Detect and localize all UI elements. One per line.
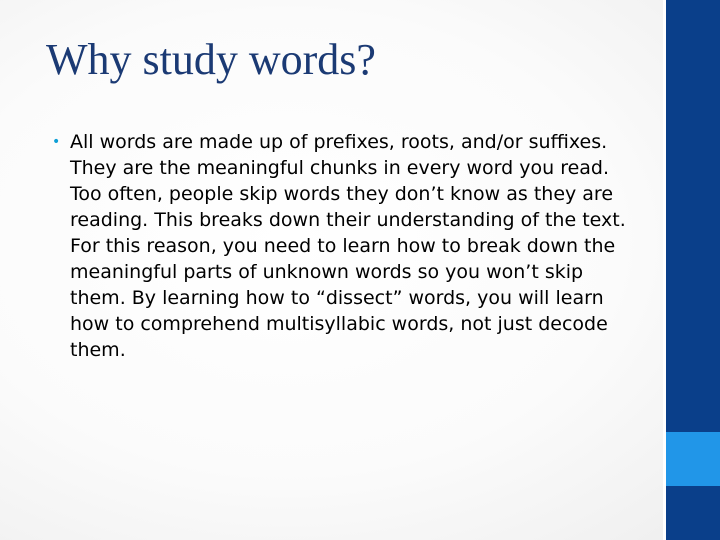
slide-title: Why study words?: [46, 35, 376, 84]
bullet-dot-icon: •: [52, 134, 61, 150]
bullet-text: All words are made up of prefixes, roots, and/or suffixes. They are the meaningful chunks in every word you read. Too often, people skip words they don’t know as they are reading. This breaks down their understanding of the text. For this reason, you need to learn how to break down the meaningful parts of unknown words so you won’t skip them. By learning how to “dissect” words, you will learn how to comprehend multisyllabic words, not just decode them.: [70, 131, 626, 361]
bullet-item: [52, 129, 644, 363]
side-accent-block: [666, 432, 720, 486]
bullet-list: [52, 129, 644, 363]
